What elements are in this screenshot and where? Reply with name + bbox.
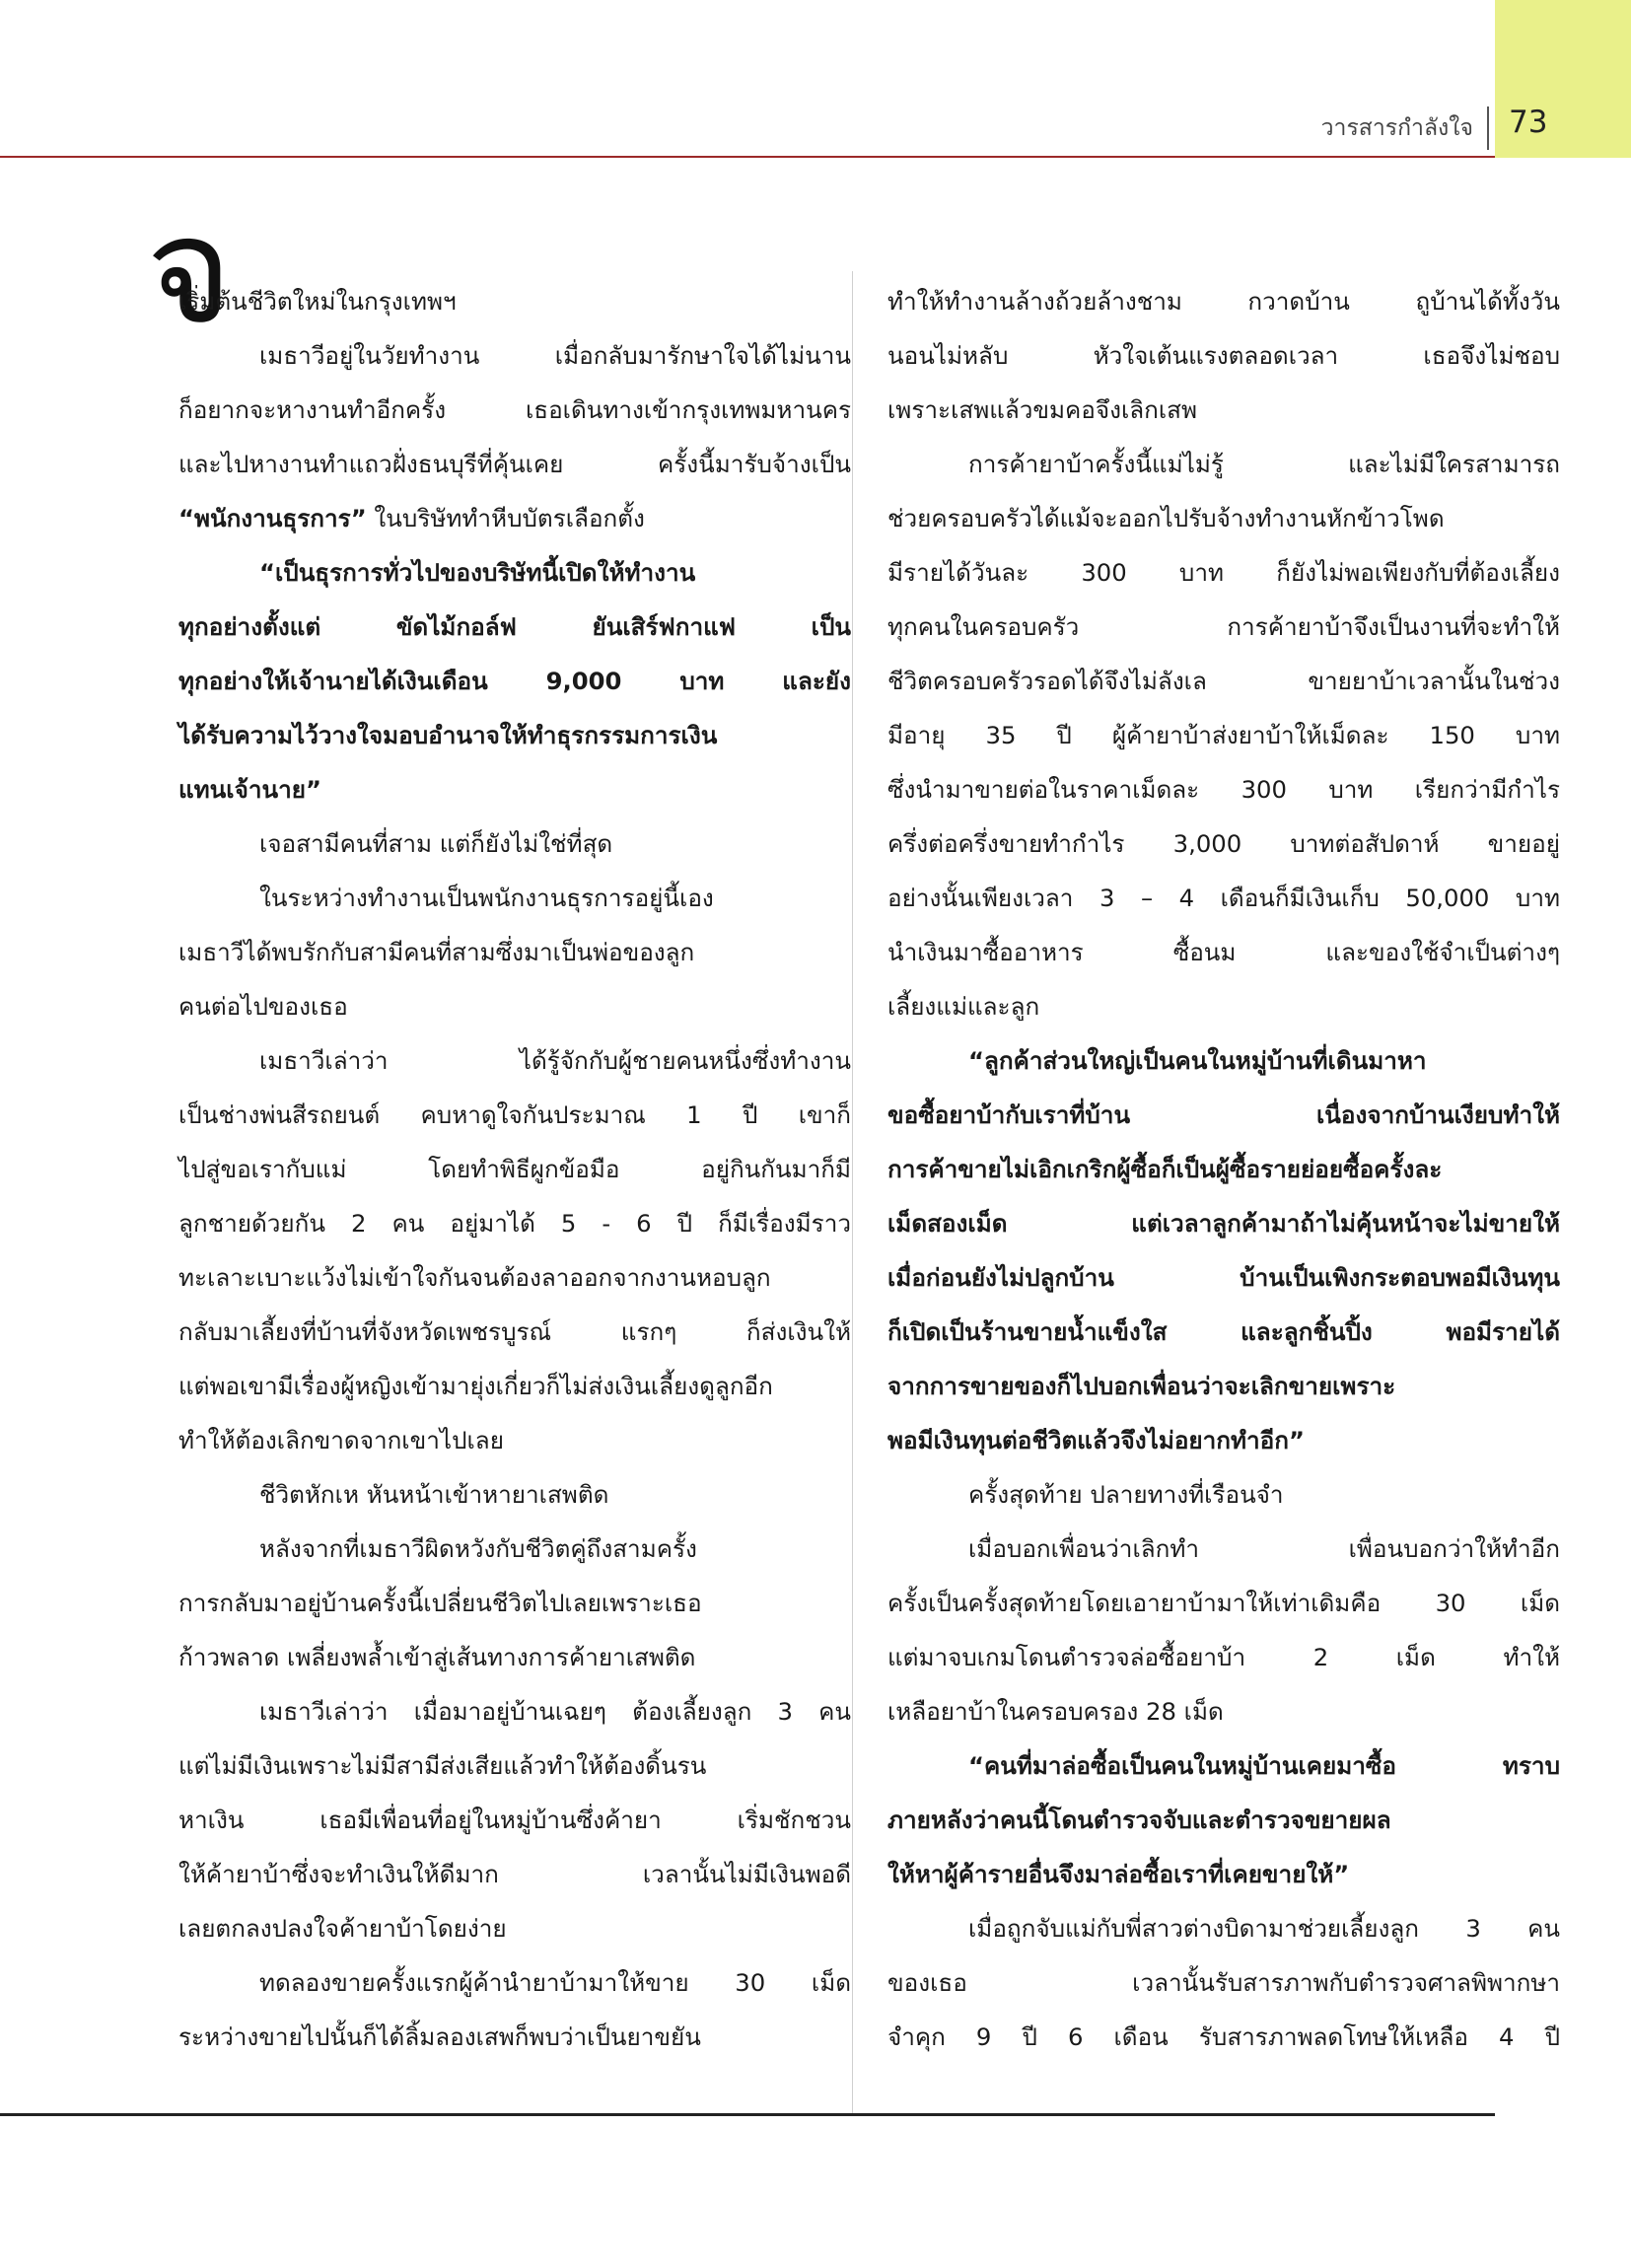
paragraph-line: เมธาวีเล่าว่า เมื่อมาอยู่บ้านเฉยๆ ต้องเลี้ยงลูก 3 คน [259,1697,851,1726]
paragraph-line: ชีวิตครอบครัวรอดได้จึงไม่ลังเล ขายยาบ้าเวลานั้นในช่วง [887,667,1560,695]
quote-line: แทนเจ้านาย” [178,775,321,804]
paragraph-line: หาเงิน เธอมีเพื่อนที่อยู่ในหมู่บ้านซึ่งค้ายา เริ่มชักชวน [178,1806,851,1834]
page-number: 73 [1509,105,1548,140]
paragraph-line: เมธาวีได้พบรักกับสามีคนที่สามซึ่งมาเป็นพ่อของลูก [178,938,695,966]
paragraph-line: เลี้ยงแม่และลูก [887,992,1040,1021]
quote-line: ขอซื้อยาบ้ากับเราที่บ้าน เนื่องจากบ้านเงียบทำให้ [887,1100,1560,1129]
quote-line: เม็ดสองเม็ด แต่เวลาลูกค้ามาถ้าไม่คุ้นหน้าจะไม่ขายให้ [887,1209,1560,1238]
paragraph-line: ก้าวพลาด เพลี่ยงพล้ำเข้าสู่เส้นทางการค้ายาเสพติด [178,1643,696,1671]
paragraph-line: ก็อยากจะหางานทำอีกครั้ง เธอเดินทางเข้ากรุงเทพมหานคร [178,395,851,424]
paragraph-line [178,491,851,545]
paragraph-line: จำคุก 9 ปี 6 เดือน รับสารภาพลดโทษให้เหลือ 4 ปี [887,2022,1560,2051]
quote-line: ภายหลังว่าคนนี้โดนตำรวจจับและตำรวจขยายผล [887,1806,1391,1834]
quote-line: จากการขายของก็ไปบอกเพื่อนว่าจะเลิกขายเพราะ [887,1372,1396,1400]
left-column [178,274,851,2064]
quote-line: “เป็นธุรการทั่วไปของบริษัทนี้เปิดให้ทำงาน [259,558,696,587]
quote-line: พอมีเงินทุนต่อชีวิตแล้วจึงไม่อยากทำอีก” [887,1426,1305,1454]
paragraph-line: กลับมาเลี้ยงที่บ้านที่จังหวัดเพชรบูรณ์ แรกๆ ก็ส่งเงินให้ [178,1317,851,1346]
paragraph-line: อย่างนั้นเพียงเวลา 3 – 4 เดือนก็มีเงินเก็บ 50,000 บาท [887,884,1560,912]
paragraph-line: มีอายุ 35 ปี ผู้ค้ายาบ้าส่งยาบ้าให้เม็ดละ 150 บาท [887,721,1560,749]
paragraph-line: เพราะเสพแล้วขมคอจึงเลิกเสพ [887,395,1198,424]
bold-phrase: “พนักงานธุรการ” [178,504,367,532]
paragraph-line: ของเธอ เวลานั้นรับสารภาพกับตำรวจศาลพิพากษา [887,1968,1560,1997]
paragraph-line: ครึ่งต่อครึ่งขายทำกำไร 3,000 บาทต่อสัปดาห์ ขายอยู่ [887,829,1560,858]
section-heading: เจอสามีคนที่สาม แต่ก็ยังไม่ใช่ที่สุด [259,829,613,858]
quote-line: “คนที่มาล่อซื้อเป็นคนในหมู่บ้านเคยมาซื้อ ทราบ [968,1751,1560,1780]
paragraph-line: หลังจากที่เมธาวีผิดหวังกับชีวิตคู่ถึงสามครั้ง [259,1534,697,1563]
paragraph-line: ทะเลาะเบาะแว้งไม่เข้าใจกันจนต้องลาออกจากงานหอบลูก [178,1263,771,1292]
header-separator [1487,106,1489,150]
paragraph-line: ซึ่งนำมาขายต่อในราคาเม็ดละ 300 บาท เรียกว่ามีกำไร [887,775,1560,804]
paragraph-line: ลูกชายด้วยกัน 2 คน อยู่มาได้ 5 - 6 ปี ก็มีเรื่องมีราว [178,1209,851,1238]
paragraph-line: เหลือยาบ้าในครอบครอง 28 เม็ด [887,1697,1224,1726]
paragraph-line: คนต่อไปของเธอ [178,992,348,1021]
paragraph-line: ระหว่างขายไปนั้นก็ได้ลิ้มลองเสพก็พบว่าเป็นยาขยัน [178,2022,701,2051]
section-heading: ชีวิตหักเห หันหน้าเข้าหายาเสพติด [259,1480,609,1509]
paragraph-line: ทำให้ต้องเลิกขาดจากเขาไปเลย [178,1426,504,1454]
paragraph-line: มีรายได้วันละ 300 บาท ก็ยังไม่พอเพียงกับที่ต้องเลี้ยง [887,558,1560,587]
column-divider [852,271,853,2115]
quote-line: ทุกอย่างให้เจ้านายได้เงินเดือน 9,000 บาท และยัง [178,667,851,695]
paragraph-line: ทุกคนในครอบครัว การค้ายาบ้าจึงเป็นงานที่จะทำให้ [887,612,1560,641]
paragraph-line: นำเงินมาซื้ออาหาร ซื้อนม และของใช้จำเป็นต่างๆ [887,938,1560,966]
paragraph-line: เลยตกลงปลงใจค้ายาบ้าโดยง่าย [178,1914,507,1943]
quote-line: “ลูกค้าส่วนใหญ่เป็นคนในหมู่บ้านที่เดินมาหา [968,1046,1427,1075]
header-rule [0,156,1495,158]
paragraph-line: แต่มาจบเกมโดนตำรวจล่อซื้อยาบ้า 2 เม็ด ทำให้ [887,1643,1560,1671]
drop-cap: จ [146,185,233,357]
journal-name: วารสารกำลังใจ [1320,115,1473,141]
paragraph-line: การค้ายาบ้าครั้งนี้แม่ไม่รู้ และไม่มีใครสามารถ [968,450,1560,478]
paragraph-line: และไปหางานทำแถวฝั่งธนบุรีที่คุ้นเคย ครั้งนี้มารับจ้างเป็น [178,450,851,478]
quote-line: ทุกอย่างตั้งแต่ ขัดไม้กอล์ฟ ยันเสิร์ฟกาแฟ เป็น [178,612,851,641]
paragraph-line: เมื่อบอกเพื่อนว่าเลิกทำ เพื่อนบอกว่าให้ทำอีก [968,1534,1560,1563]
quote-line: ได้รับความไว้วางใจมอบอำนาจให้ทำธุรกรรมการเงิน [178,721,718,749]
paragraph-line: นอนไม่หลับ หัวใจเต้นแรงตลอดเวลา เธอจึงไม่ชอบ [887,341,1560,370]
paragraph-line: ครั้งเป็นครั้งสุดท้ายโดยเอายาบ้ามาให้เท่าเดิมคือ 30 เม็ด [887,1589,1560,1617]
footer-rule [0,2113,1495,2116]
paragraph-line: เป็นช่างพ่นสีรถยนต์ คบหาดูใจกันประมาณ 1 ปี เขาก็ [178,1100,851,1129]
quote-line: ก็เปิดเป็นร้านขายน้ำแข็งใส และลูกชิ้นปิ้ง พอมีรายได้ [887,1317,1560,1346]
paragraph-line: ไปสู่ขอเรากับแม่ โดยทำพิธีผูกข้อมือ อยู่กินกันมาก็มี [178,1155,851,1183]
paragraph-text: ในบริษัททำหีบบัตรเลือกตั้ง [374,504,645,532]
paragraph-line: เมธาวีเล่าว่า ได้รู้จักกับผู้ชายคนหนึ่งซึ่งทำงาน [259,1046,851,1075]
paragraph-line: ช่วยครอบครัวได้แม้จะออกไปรับจ้างทำงานหักข้าวโพด [887,504,1445,532]
paragraph-line: แต่ไม่มีเงินเพราะไม่มีสามีส่งเสียแล้วทำให้ต้องดิ้นรน [178,1751,707,1780]
paragraph-line: แต่พอเขามีเรื่องผู้หญิงเข้ามายุ่งเกี่ยวก็ไม่ส่งเงินเลี้ยงดูลูกอีก [178,1372,773,1400]
paragraph-line: ให้ค้ายาบ้าซึ่งจะทำเงินให้ดีมาก เวลานั้นไม่มีเงินพอดี [178,1860,851,1888]
right-column [887,274,1560,2064]
paragraph-line: การกลับมาอยู่บ้านครั้งนี้เปลี่ยนชีวิตไปเลยเพราะเธอ [178,1589,702,1617]
quote-line: เมื่อก่อนยังไม่ปลูกบ้าน บ้านเป็นเพิงกระตอบพอมีเงินทุน [887,1263,1560,1292]
quote-line: ให้หาผู้ค้ารายอื่นจึงมาล่อซื้อเราที่เคยขายให้” [887,1860,1350,1888]
paragraph-line: เมธาวีอยู่ในวัยทำงาน เมื่อกลับมารักษาใจได้ไม่นาน [259,341,851,370]
paragraph-line: เริ่มต้นชีวิตใหม่ในกรุงเทพฯ [178,287,457,316]
quote-line: การค้าขายไม่เอิกเกริกผู้ซื้อก็เป็นผู้ซื้อรายย่อยซื้อครั้งละ [887,1155,1443,1183]
paragraph-line: ในระหว่างทำงานเป็นพนักงานธุรการอยู่นี้เอง [259,884,714,912]
paragraph-line: ทดลองขายครั้งแรกผู้ค้านำยาบ้ามาให้ขาย 30 เม็ด [259,1968,851,1997]
paragraph-line: ทำให้ทำงานล้างถ้วยล้างชาม กวาดบ้าน ถูบ้านได้ทั้งวัน [887,287,1560,316]
paragraph-line: เมื่อถูกจับแม่กับพี่สาวต่างบิดามาช่วยเลี้ยงลูก 3 คน [968,1914,1560,1943]
section-heading: ครั้งสุดท้าย ปลายทางที่เรือนจำ [968,1480,1284,1509]
